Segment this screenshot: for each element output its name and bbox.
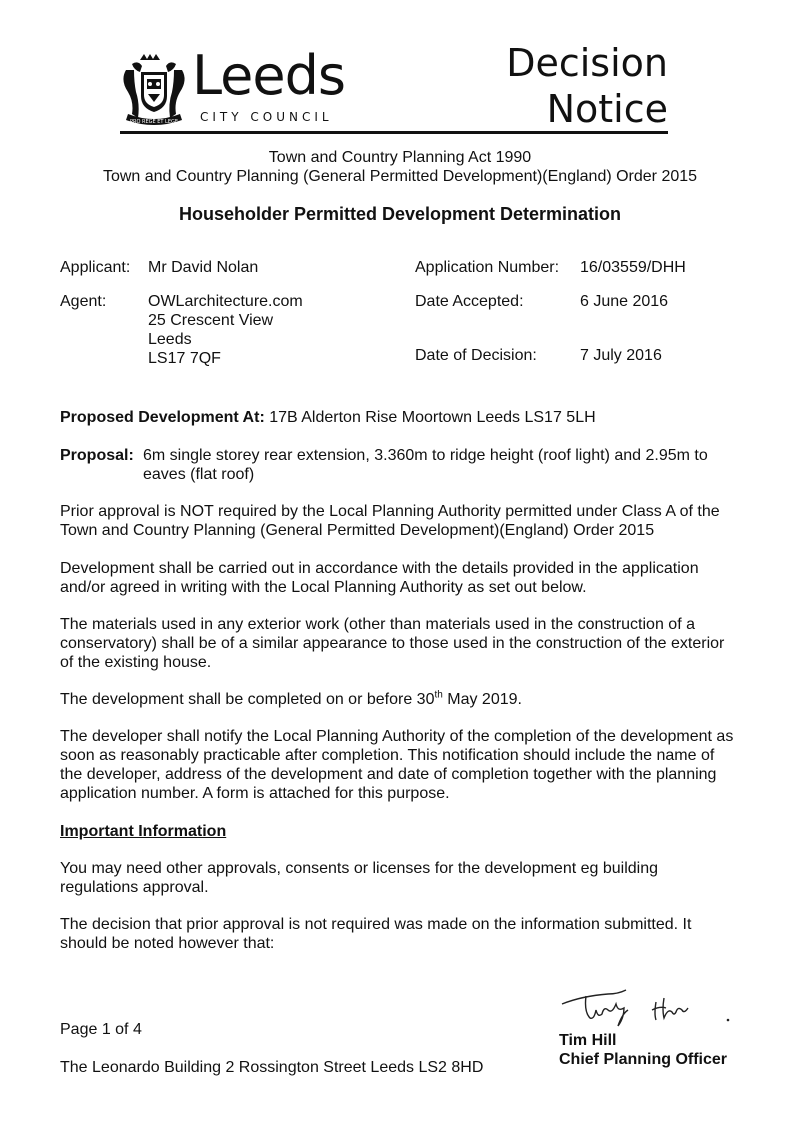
completion-text: The development shall be completed on or before 30 [60,691,435,708]
decision-notice-title [470,40,668,132]
signatory-title: Chief Planning Officer [559,1051,728,1068]
signatory-name: Tim Hill [559,1032,617,1049]
proposal-text [143,446,743,484]
date-accepted-value: 6 June 2016 [580,293,669,310]
important-heading-text: Important Information [60,823,227,840]
notify-paragraph: The developer shall notify the Local Planning Authority of the completion of the development as soon as reasonably practicable after completion. This notification should include the name of the developer, address of the development and date of completion together with the planning application number. A form is attached for this purpose. [60,728,734,802]
logo-wordmark: Leeds [192,44,345,107]
date-of-decision-label: Date of Decision: [415,347,537,364]
document-title: Householder Permitted Development Determination [178,204,622,224]
agent-line: 25 Crescent View [148,312,274,329]
completion-paragraph [60,690,740,709]
page-number: Page 1 of 4 [60,1021,142,1038]
other-approvals-paragraph: You may need other approvals, consents or licenses for the development eg building regulations approval. [60,860,659,896]
proposed-development-address: 17B Alderton Rise Moortown Leeds LS17 5LH [269,409,596,426]
application-number-label: Application Number: [415,259,560,276]
agent-line: Leeds [148,331,192,348]
development-details-paragraph: Development shall be carried out in accordance with the details provided in the application and/or agreed in writing with the Local Planning Authority as set out below. [60,560,699,596]
handwritten-signature-icon [556,976,746,1032]
logo-subtitle: CITY COUNCIL [200,110,333,124]
application-number-value: 16/03559/DHH [580,259,686,276]
applicant-label: Applicant: [60,259,131,276]
proposed-development [60,408,596,427]
header-divider [120,131,668,134]
completion-superscript: th [434,689,443,701]
prior-approval-paragraph: Prior approval is NOT required by the Local Planning Authority permitted under Class A of the Town and Country Planning (General Permitted Development)(England) Order 2015 [60,503,720,539]
decision-basis-paragraph: The decision that prior approval is not required was made on the information submitted. It should be noted however that: [60,916,692,952]
proposal-line: 6m single storey rear extension, 3.360m to ridge height (roof light) and 2.95m to [143,447,708,464]
leeds-city-council-logo [118,44,354,128]
important-information-heading [60,822,740,841]
legislation-act: Town and Country Planning Act 1990 [268,149,532,166]
notice-line-2: Notice [546,87,668,131]
agent-line: OWLarchitecture.com [148,293,303,310]
proposal-line: eaves (flat roof) [143,466,255,483]
proposed-development-label: Proposed Development At: [60,409,265,426]
proposal-label: Proposal: [60,447,134,464]
date-of-decision-value: 7 July 2016 [580,347,662,364]
agent-address [148,292,303,368]
legislation-order: Town and Country Planning (General Permitted Development)(England) Order 2015 [102,168,698,185]
date-accepted-label: Date Accepted: [415,293,524,310]
completion-text-end: May 2019. [442,691,522,708]
svg-text:PRO REGE ET LEGE: PRO REGE ET LEGE [129,119,179,125]
applicant-value: Mr David Nolan [148,259,259,276]
council-address: The Leonardo Building 2 Rossington Street Leeds LS2 8HD [60,1059,484,1076]
notice-line-1: Decision [506,41,668,85]
agent-line: LS17 7QF [148,350,221,367]
agent-label: Agent: [60,293,107,310]
signature [556,976,746,1032]
materials-paragraph: The materials used in any exterior work (other than materials used in the construction of a conservatory) shall be of a similar appearance to those used in the construction of the exterior of the existing house. [60,616,725,671]
